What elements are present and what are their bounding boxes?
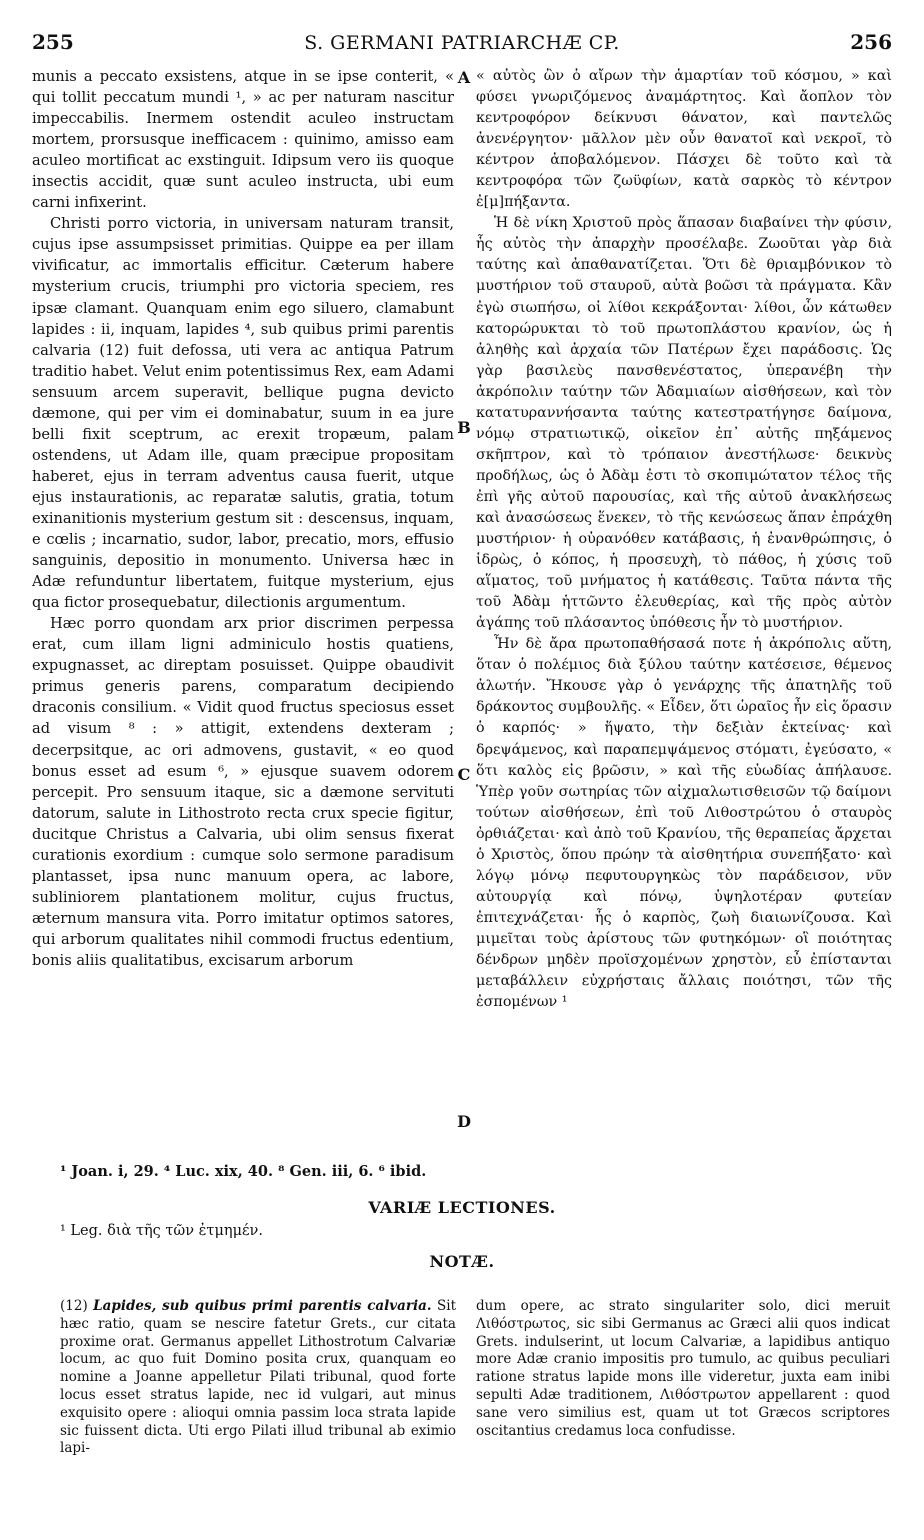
latin-paragraph: munis a peccato exsistens, atque in se ipse conterit, « qui tollit peccatum mundi ¹, » ac per naturam nascitur impeccabilis. Inermem ostendit aculeo instructam mortem, prorsusque inefficacem : quinimo, amisso eam aculeo mortificat ac exstinguit. Idipsum vero iis quoque insectis accidit, quæ sunt aculeo instructa, ubi eum carni infixerint.	[32, 68, 454, 212]
greek-paragraph: « αὐτὸς ὢν ὁ αἴρων τὴν ἁμαρτίαν τοῦ κόσμου, » καὶ φύσει γνωριζόμενος ἀναμάρτητος. Καὶ ἄοπλον τὸν κεντροφόρον δείκνυσι θάνατον, καὶ παντελῶς ἀνενέργητον· μᾶλλον μὲν οὖν θανατοῖ καὶ νεκροῖ, τὸ κέντρον ἀποβαλόμενον. Πάσχει δὲ τοῦτο καὶ τὰ κεντροφόρα τῶν ζωϋφίων, κατὰ σαρκὸς τὸ κέντρον ἐ[μ]πήξαντα.	[476, 68, 892, 211]
nota-lemma: Lapides, sub quibus primi parentis calvaria.	[93, 1298, 432, 1314]
latin-paragraph: Hæc porro quondam arx prior discrimen perpessa erat, cum illam ligni adminiculo hostis quatiens, expugnasset, ac direptam posuisset. Quippe obaudivit primus generis parens, comparatum decipiendo draconis consilium. « Vidit quod fructus speciosus esset ad visum ⁸ : » attigit, extendens dexteram ; decerpsitque, ac ori admovens, gustavit, « eo quod bonus esset ad esum ⁶, » ejusque suavem odorem percepit. Pro sensuum itaque, sic a dæmone servituti datorum, salute in Lithostroto recta crux specie figitur, ducitque Christus a Calvaria, ubi olim sensus fixerat curationis exordium : cumque solo sermone paradisum plantasset, ipsa nunc manuum opera, ac labore, subliniorem plantationem molitur, cujus fructus, æternum mansura vita. Porro imitatur optimos satores, qui arborum qualitates nihil commodi fructus edentium, bonis aliis qualitatibus, excisarum arborum	[32, 615, 454, 969]
nota-right-column	[476, 1298, 890, 1513]
page-number-left: 255	[32, 30, 74, 54]
running-header	[32, 30, 892, 60]
notae-heading: NOTÆ.	[429, 1252, 495, 1271]
margin-letter-b: B	[457, 418, 471, 437]
latin-paragraph: Christi porro victoria, in universam naturam transit, cujus ipse assumpsisset primitias. Quippe ea per illam vivificatur, ac immortalis efficitur. Cæterum habere mysterium crucis, triumphi pro victoria speciem, res ipsæ clamant. Quanquam enim ego siluero, clamabunt lapides : ii, inquam, lapides ⁴, sub quibus primi parentis calvaria (12) fuit defossa, uti vera ac antiqua Patrum traditio habet. Velut enim potentissimus Rex, eam Adami sensuum arcem superavit, bellique pugna devicto dæmone, qui per vim ei dominabatur, suum in ea jure belli fixit sceptrum, ac erexit tropæum, palam ostendens, ut Adam ille, quam præcipue propositam haberet, ejus in terram adventus causa fuerit, utque ejus instaurationis, ac reparatæ salutis, gratia, totum exinanitionis mysterium gestum sit : descensus, inquam, e cœlis ; incarnatio, sudor, labor, precatio, mors, effusio sanguinis, depositio in monumento. Universa hæc in Adæ refunduntur libertatem, fuitque mysterium, ejus qua fictor prosequebatur, dilectionis argumentum.	[32, 215, 454, 612]
variae-note: ¹ Leg. διὰ τῆς τῶν ἐτμημέν.	[60, 1223, 263, 1239]
running-title: S. GERMANI PATRIARCHÆ CP.	[304, 32, 620, 54]
greek-paragraph: Ἦν δὲ ἄρα πρωτοπαθήσασά ποτε ἡ ἀκρόπολις αὕτη, ὅταν ὁ πολέμιος διὰ ξύλου ταύτην κατέσεισε, θέμενος ἀλωτήν. Ἤκουσε γὰρ ὁ γενάρχης τῆς ἀπατηλῆς τοῦ δράκοντος συμβουλῆς. « Εἶδεν, ὅτι ὡραῖος ἦν εἰς ὅρασιν ὁ καρπός· » ἥψατο, τὴν δεξιὰν ἐκτείνας· καὶ δρεψάμενος, καὶ παραπεμψάμενος στόματι, ἐγεύσατο, « ὅτι καλὸς εἰς βρῶσιν, » καὶ τῆς εὐωδίας ἀπήλαυσε. Ὑπὲρ γοῦν σωτηρίας τῶν αἰχμαλωτισθεισῶν τῷ δαίμονι τούτων αἰσθήσεων, ἐπὶ τοῦ Λιθοστρώτου ὁ σταυρὸς ὀρθιάζεται· καὶ ἀπὸ τοῦ Κρανίου, τῆς θεραπείας ἄρχεται ὁ Χριστὸς, ὅπου πρώην τὰ αἰσθητήρια συνεπήξατο· καὶ λόγῳ μόνῳ πεφυτουργηκὼς τὸν παράδεισον, νῦν αὐτουργίᾳ καὶ πόνῳ, ὑψηλοτέραν φυτείαν ἐπιτεχνάζεται· ἧς ὁ καρπὸς, ζωὴ διαιωνίζουσα. Καὶ μιμεῖται τοὺς ἀρίστους τῶν φυτηκόμων· οἳ ποιότητας δένδρων μηδὲν προϊσχομένων χρηστὸν, εὖ ἐπίστανται μεταβάλλειν εὐχρήσταις ἄλλαις ποιότησι, τῶν τῆς ἐσπομένων ¹	[476, 636, 892, 1011]
margin-letter-c: C	[457, 765, 471, 784]
greek-paragraph: Ἡ δὲ νίκη Χριστοῦ πρὸς ἅπασαν διαβαίνει τὴν φύσιν, ἧς αὐτὸς τὴν ἀπαρχὴν προσέλαβε. Ζωοῦται γὰρ διὰ ταύτης καὶ ἀπαθανατίζεται. Ὅτι δὲ θριαμβόνικον τὸ μυστήριον τοῦ σταυροῦ, αὐτὰ βοῶσι τὰ πράγματα. Κἂν ἐγὼ σιωπήσω, οἱ λίθοι κεκράξονται· λίθοι, ὧν κάτωθεν κατορώρυκται τὸ τοῦ πρωτοπλάστου κρανίον, ὡς ἡ ἀληθὴς καὶ ἀρχαία τῶν Πατέρων ἔχει παράδοσις. Ὡς γὰρ βασιλεὺς πανσθενέστατος, ὑπερανέβη τὴν ἀκρόπολιν ταύτην τῶν Ἀδαμιαίων αἰσθήσεων, καὶ τὸν κατατυραννήσαντα ταύτης κατεστρατήγησε δαίμονα, νόμῳ στρατιωτικῷ, οἰκεῖον ἐπ᾿ αὐτῆς πηξάμενος σκῆπτρον, καὶ τὸ τρόπαιον ἀνεστήλωσε· δεικνὺς προδήλως, ὡς ὁ Ἀδὰμ ἐστι τὸ σκοπιμώτατον τέλος τῆς ἐπὶ γῆς αὐτοῦ παρουσίας, καὶ τῆς αὐτοῦ ἀνακλήσεως καὶ ἀνασώσεως ἕνεκεν, τὸ τῆς κενώσεως ἅπαν ἐπράχθη μυστήριον· ἡ οὐρανόθεν κατάβασις, ἡ ἐνανθρώπησις, ὁ ἱδρὼς, ὁ κόπος, ἡ προσευχὴ, τὸ πάθος, ἡ χύσις τοῦ αἵματος, τοῦ μνήματος ἡ κατάθεσις. Ταῦτα πάντα τῆς τοῦ Ἀδὰμ ἡττῶντο ἐλευθερίας, καὶ τῆς πρὸς αὐτὸν ἀγάπης τοῦ πλάσαντος ὑπόθεσις ἦν τὸ μυστήριον.	[476, 215, 892, 632]
nota-number: (12)	[60, 1298, 88, 1314]
scripture-footnotes: ¹ Joan. i, 29. ⁴ Luc. xix, 40. ⁸ Gen. iii, 6. ⁶ ibid.	[60, 1163, 427, 1180]
margin-letter-a: A	[457, 68, 471, 87]
greek-column	[476, 66, 892, 1151]
nota-text-left: Sit hæc ratio, quam se nescire fatetur Grets., cur citata proxime orat. Germanus appellet Lithostrotum Calvariæ locum, ac quo fuit Domino posita crux, quanquam eo nomine a Joanne appelletur Pilati tribunal, quod forte locus esset stratus lapide, nec id vulgari, aut minus exquisito opere : alioqui omnia passim loca strata lapide sic fuissent dicta. Uti ergo Pilati illud tribunal ab eximio lapi-	[60, 1298, 456, 1457]
margin-letter-d: D	[457, 1112, 471, 1131]
nota-text-right: dum opere, ac strato singulariter solo, dici meruit Λιθόστρωτος, sic sibi Germanus ac Græci alii quos indicat Grets. indulserint, ut locum Calvariæ, a lapidibus antiquo more Adæ cranio impositis pro tumulo, ac quibus peculiari ratione stratus lapide mons ille videretur, juxta eam inibi sepulti Adæ traditionem, Λιθόστρωτον appellarent : quod sane vero similius est, quam ut tot Græcos scriptores oscitantius credamus loca confudisse.	[476, 1298, 890, 1439]
page-number-right: 256	[850, 30, 892, 54]
latin-column	[32, 66, 454, 1151]
variae-heading: VARIÆ LECTIONES.	[368, 1198, 556, 1217]
nota-left-column	[60, 1298, 456, 1513]
